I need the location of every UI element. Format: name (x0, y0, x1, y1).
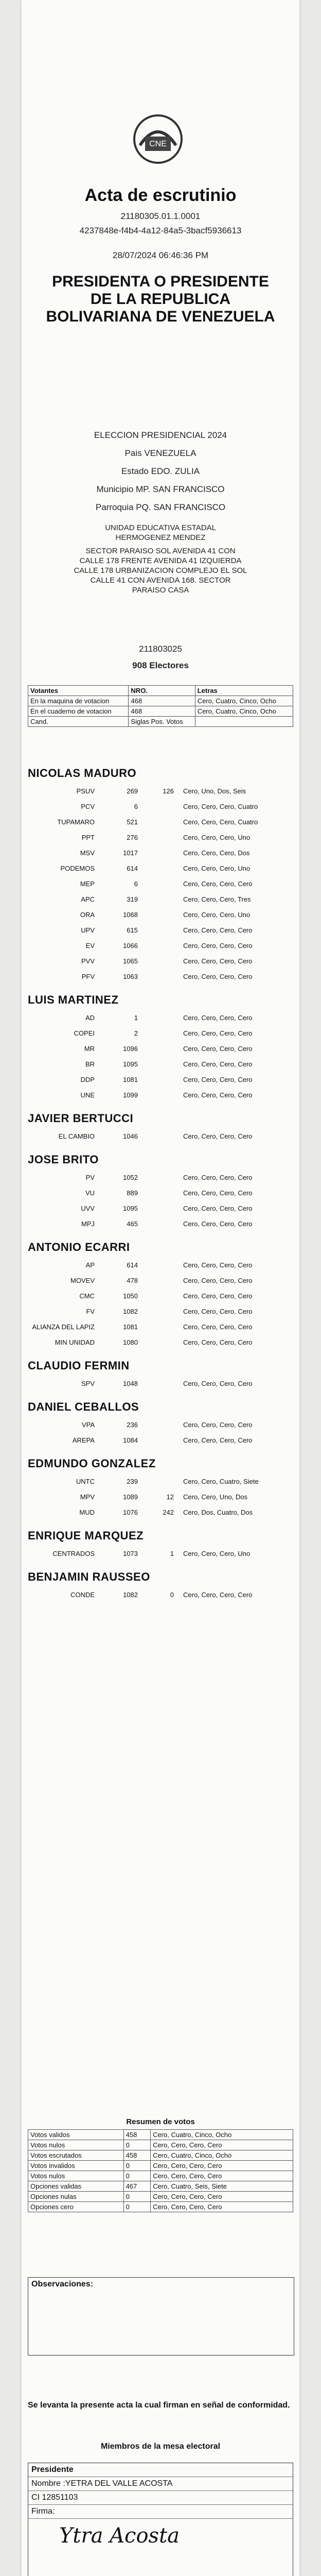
party-acronym: ORA (80, 910, 95, 919)
party-acronym: MUD (79, 1508, 95, 1516)
voters-total: 908 Electores (132, 660, 189, 670)
candidate-name: LUIS MARTINEZ (28, 993, 119, 1006)
party-position: 521 (127, 818, 138, 826)
party-row (28, 876, 293, 891)
party-row (28, 1072, 293, 1087)
party-row (28, 1288, 293, 1303)
party-position: 1084 (123, 1436, 138, 1444)
party-votes-letters: Cero, Cero, Cero, Uno (183, 910, 251, 919)
party-votes-letters: Cero, Cero, Cuatro, Siete (183, 1477, 259, 1485)
party-votes-letters: Cero, Cero, Cero, Cero (183, 1173, 253, 1181)
table-cell: Cero, Cuatro, Cinco, Ocho (151, 2130, 293, 2140)
table-row (28, 2130, 293, 2140)
vote-summary-title: Resumen de votos (126, 2117, 195, 2126)
party-acronym: DDP (80, 1075, 95, 1083)
party-row (28, 907, 293, 922)
acta-datetime: 28/07/2024 06:46:36 PM (112, 250, 209, 260)
party-position: 1080 (123, 1338, 138, 1346)
party-position: 1052 (123, 1173, 138, 1181)
party-position: 1063 (123, 972, 138, 980)
party-position: 615 (127, 926, 138, 934)
party-row (28, 1010, 293, 1025)
party-row (28, 1257, 293, 1273)
signatory-ci: CI 12851103 (28, 2491, 293, 2505)
table-cell: 458 (123, 2130, 150, 2140)
party-row (28, 1489, 293, 1504)
table-row (28, 2181, 293, 2192)
party-row (28, 1185, 293, 1200)
party-position: 1095 (123, 1060, 138, 1068)
party-acronym: FV (86, 1307, 95, 1315)
party-position: 1068 (123, 910, 138, 919)
candidate-results (28, 757, 293, 1602)
candidate-name: CLAUDIO FERMIN (28, 1359, 130, 1372)
table-cell: Cero, Cuatro, Seis, Siete (151, 2181, 293, 2192)
document-title: Acta de escrutinio (84, 185, 237, 205)
party-votes-letters: Cero, Cero, Cero, Cero (183, 1261, 253, 1269)
party-acronym: PCV (81, 802, 95, 810)
party-position: 1 (134, 1013, 138, 1022)
party-acronym: PODEMOS (60, 864, 95, 872)
center-address: SECTOR PARAISO SOL AVENIDA 41 CON CALLE 178 FRENTE AVENIDA 41 IZQUIERDA CALLE 178 URBANIZACION COMPLEJO EL SOL CALLE 41 CON AVENIDA 168. SECTOR PARAISO CASA (74, 547, 247, 595)
party-votes: 0 (170, 1590, 174, 1599)
party-votes-letters: Cero, Cero, Cero, Cero (183, 1338, 253, 1346)
party-acronym: MSV (80, 849, 95, 857)
party-acronym: MPV (80, 1493, 95, 1501)
party-row (28, 799, 293, 814)
party-votes-letters: Cero, Cero, Cero, Cero (183, 1590, 253, 1599)
party-votes-letters: Cero, Cero, Cero, Cero (183, 879, 253, 888)
party-row (28, 1319, 293, 1334)
party-row (28, 1334, 293, 1350)
table-cell: 458 (123, 2150, 150, 2161)
party-row (28, 891, 293, 907)
party-acronym: MPJ (81, 1219, 95, 1228)
table-row: En el cuaderno de votacion 468 Cero, Cuatro, Cinco, Ocho (28, 706, 293, 717)
table-cell: 0 (123, 2192, 150, 2202)
party-row (28, 1041, 293, 1056)
table-cell: Cero, Cuatro, Cinco, Ocho (151, 2150, 293, 2161)
members-title: Miembros de la mesa electoral (100, 2442, 221, 2451)
signature: Ytra Acosta (59, 2524, 180, 2548)
closing-note: Se levanta la presente acta la cual firman en señal de conformidad. (28, 2401, 290, 2410)
party-position: 269 (127, 787, 138, 795)
party-acronym: MR (84, 1044, 95, 1053)
table-row (28, 2150, 293, 2161)
party-position: 465 (127, 1219, 138, 1228)
party-row (28, 1303, 293, 1319)
party-votes-letters: Cero, Cero, Cero, Cero (183, 1060, 253, 1068)
party-votes-letters: Cero, Cero, Uno, Dos (183, 1493, 247, 1501)
observations-label: Observaciones: (31, 2280, 94, 2289)
table-cell: Opciones validas (28, 2181, 124, 2192)
candidate-name: NICOLAS MADURO (28, 767, 137, 779)
party-votes-letters: Cero, Cero, Cero, Cero (183, 1292, 253, 1300)
candidate-name: DANIEL CEBALLOS (28, 1400, 139, 1413)
party-acronym: CMC (79, 1292, 95, 1300)
party-votes-letters: Cero, Cero, Cero, Cero (183, 1029, 253, 1037)
party-acronym: PFV (81, 972, 95, 980)
acta-hash: 4237848e-f4b4-4a12-84a5-3bacf5936613 (79, 226, 242, 235)
party-position: 889 (127, 1189, 138, 1197)
table-row (28, 2171, 293, 2181)
table-cell: Cero, Cero, Cero, Cero (151, 2171, 293, 2181)
table-cell: 0 (123, 2202, 150, 2212)
table-row (28, 2140, 293, 2150)
party-votes: 126 (163, 787, 174, 795)
party-position: 614 (127, 864, 138, 872)
parish: Parroquia PQ. SAN FRANCISCO (95, 502, 226, 512)
party-position: 236 (127, 1420, 138, 1429)
party-acronym: MOVEV (70, 1276, 95, 1284)
party-acronym: MIN UNIDAD (55, 1338, 95, 1346)
party-position: 276 (127, 833, 138, 841)
party-row (28, 1087, 293, 1103)
party-row (28, 1376, 293, 1391)
table-cell: Votos escrutados (28, 2150, 124, 2161)
party-position: 614 (127, 1261, 138, 1269)
party-position: 1048 (123, 1379, 138, 1387)
state: Estado EDO. ZULIA (121, 466, 200, 476)
party-acronym: COPEI (74, 1029, 95, 1037)
party-row (28, 814, 293, 829)
party-votes-letters: Cero, Cero, Cero, Uno (183, 1549, 251, 1557)
candidate-name: JOSE BRITO (28, 1153, 99, 1166)
party-votes-letters: Cero, Cero, Cero, Cuatro (183, 802, 258, 810)
party-acronym: EL CAMBIO (58, 1132, 95, 1140)
party-votes-letters: Cero, Cero, Cero, Cero (183, 1323, 253, 1331)
party-acronym: PPT (81, 833, 95, 841)
party-votes-letters: Cero, Cero, Cero, Cero (183, 1189, 253, 1197)
party-position: 1081 (123, 1323, 138, 1331)
table-cell: Votos validos (28, 2130, 124, 2140)
party-row (28, 829, 293, 845)
candidate-name: JAVIER BERTUCCI (28, 1112, 134, 1125)
party-position: 1065 (123, 957, 138, 965)
table-row (28, 2192, 293, 2202)
party-votes-letters: Cero, Cero, Cero, Cero (183, 1013, 253, 1022)
party-acronym: PV (85, 1173, 95, 1181)
party-acronym: MEP (80, 879, 95, 888)
cne-logo-icon (119, 108, 197, 170)
party-row (28, 1216, 293, 1231)
party-row (28, 969, 293, 984)
country: Pais VENEZUELA (124, 448, 197, 458)
observations-box (28, 2277, 294, 2355)
table-row (28, 2202, 293, 2212)
party-position: 1082 (123, 1307, 138, 1315)
letters-col-header: Letras (195, 686, 293, 696)
party-position: 319 (127, 895, 138, 903)
party-votes-letters: Cero, Cero, Cero, Uno (183, 864, 251, 872)
signatory-role: Presidente (28, 2463, 293, 2477)
table-cell: 0 (123, 2171, 150, 2181)
party-votes-letters: Cero, Cero, Cero, Cero (183, 941, 253, 950)
election-name: ELECCION PRESIDENCIAL 2024 (94, 430, 227, 440)
party-row (28, 1432, 293, 1448)
party-votes-letters: Cero, Uno, Dos, Seis (183, 787, 246, 795)
party-position: 1073 (123, 1549, 138, 1557)
party-acronym: AD (85, 1013, 95, 1022)
signatories (28, 2463, 293, 2576)
party-votes: 242 (163, 1508, 174, 1516)
center-name: UNIDAD EDUCATIVA ESTADAL HERMOGENEZ MENDEZ (105, 523, 216, 542)
party-position: 1066 (123, 941, 138, 950)
party-votes-letters: Cero, Cero, Cero, Cero (183, 1091, 253, 1099)
party-position: 1081 (123, 1075, 138, 1083)
party-row (28, 1504, 293, 1520)
table-cell: 0 (123, 2140, 150, 2150)
signature-label: Firma: (28, 2505, 293, 2519)
party-acronym: CONDE (70, 1590, 95, 1599)
party-votes-letters: Cero, Cero, Cero, Dos (183, 849, 250, 857)
table-cell: Opciones cero (28, 2202, 124, 2212)
table-cell: Cero, Cero, Cero, Cero (151, 2140, 293, 2150)
party-position: 1099 (123, 1091, 138, 1099)
election-heading: PRESIDENTA O PRESIDENTE DE LA REPUBLICA BOLIVARIANA DE VENEZUELA (46, 273, 275, 325)
party-votes-letters: Cero, Cero, Cero, Cero (183, 1044, 253, 1053)
party-votes-letters: Cero, Cero, Cero, Cero (183, 1379, 253, 1387)
party-acronym: UVV (81, 1204, 95, 1212)
table-row (28, 2161, 293, 2171)
party-position: 1050 (123, 1292, 138, 1300)
party-acronym: PVV (81, 957, 95, 965)
party-votes-letters: Cero, Cero, Cero, Cero (183, 1307, 253, 1315)
party-votes-letters: Cero, Cero, Cero, Cero (183, 1219, 253, 1228)
party-row (28, 953, 293, 969)
party-position: 1076 (123, 1508, 138, 1516)
party-acronym: AP (85, 1261, 95, 1269)
party-acronym: UPV (81, 926, 95, 934)
party-position: 1017 (123, 849, 138, 857)
municipality: Municipio MP. SAN FRANCISCO (96, 484, 225, 494)
party-votes: 12 (166, 1493, 174, 1501)
party-votes: 1 (170, 1549, 174, 1557)
party-votes-letters: Cero, Cero, Cero, Cero (183, 1204, 253, 1212)
party-votes-letters: Cero, Cero, Cero, Cero (183, 1276, 253, 1284)
party-row (28, 845, 293, 860)
svg-text:CNE: CNE (149, 140, 167, 148)
candidate-name: ENRIQUE MARQUEZ (28, 1529, 144, 1542)
party-row (28, 1170, 293, 1185)
party-acronym: EV (85, 941, 95, 950)
party-row (28, 1546, 293, 1561)
party-row (28, 860, 293, 876)
party-acronym: AREPA (72, 1436, 95, 1444)
party-acronym: TUPAMARO (57, 818, 95, 826)
vote-summary (28, 2117, 293, 2212)
table-cell: Votos invalidos (28, 2161, 124, 2171)
party-votes-letters: Cero, Cero, Cero, Cero (183, 972, 253, 980)
party-acronym: APC (81, 895, 95, 903)
party-position: 1046 (123, 1132, 138, 1140)
party-votes-letters: Cero, Cero, Cero, Uno (183, 833, 251, 841)
party-votes-letters: Cero, Cero, Cero, Tres (183, 895, 251, 903)
table-cell: Cero, Cero, Cero, Cero (151, 2161, 293, 2171)
party-acronym: BR (85, 1060, 95, 1068)
voters-col-header: Votantes (28, 686, 129, 696)
table-cell: Votos nulos (28, 2171, 124, 2181)
party-position: 2 (134, 1029, 138, 1037)
party-row (28, 1025, 293, 1041)
party-position: 1096 (123, 1044, 138, 1053)
party-row (28, 1473, 293, 1489)
party-acronym: UNE (80, 1091, 95, 1099)
candidate-name: BENJAMIN RAUSSEO (28, 1570, 150, 1583)
party-row (28, 1128, 293, 1144)
party-votes-letters: Cero, Cero, Cero, Cero (183, 1436, 253, 1444)
party-row (28, 1200, 293, 1216)
signatory-name: Nombre :YETRA DEL VALLE ACOSTA (28, 2477, 293, 2491)
party-row (28, 1417, 293, 1432)
party-row (28, 922, 293, 938)
party-votes-letters: Cero, Cero, Cero, Cero (183, 1420, 253, 1429)
party-position: 239 (127, 1477, 138, 1485)
table-row: En la maquina de votacion 468 Cero, Cuatro, Cinco, Ocho (28, 696, 293, 706)
party-row (28, 1273, 293, 1288)
signatory-box (28, 2463, 293, 2576)
table-cell: Cero, Cero, Cero, Cero (151, 2202, 293, 2212)
table-cell: 467 (123, 2181, 150, 2192)
voters-table (28, 685, 293, 727)
candidate-name: ANTONIO ECARRI (28, 1241, 130, 1253)
party-position: 1082 (123, 1590, 138, 1599)
party-position: 1089 (123, 1493, 138, 1501)
party-votes-letters: Cero, Cero, Cero, Cero (183, 1132, 253, 1140)
party-row (28, 938, 293, 953)
party-row (28, 1587, 293, 1602)
table-cell: Votos nulos (28, 2140, 124, 2150)
table-cell: 0 (123, 2161, 150, 2171)
candidate-name: EDMUNDO GONZALEZ (28, 1457, 156, 1470)
party-acronym: UNTC (76, 1477, 95, 1485)
table-row: Cand. Siglas Pos. Votos (28, 717, 293, 727)
party-position: 6 (134, 802, 138, 810)
party-position: 6 (134, 879, 138, 888)
party-position: 478 (127, 1276, 138, 1284)
receipt (22, 0, 299, 2576)
party-acronym: VPA (81, 1420, 95, 1429)
party-acronym: VU (85, 1189, 95, 1197)
party-votes-letters: Cero, Cero, Cero, Cero (183, 957, 253, 965)
number-col-header: NRO. (129, 686, 195, 696)
party-votes-letters: Cero, Dos, Cuatro, Dos (183, 1508, 253, 1516)
party-acronym: SPV (81, 1379, 95, 1387)
party-acronym: PSUV (76, 787, 95, 795)
party-votes-letters: Cero, Cero, Cero, Cero (183, 926, 253, 934)
party-votes-letters: Cero, Cero, Cero, Cero (183, 1075, 253, 1083)
party-row (28, 1056, 293, 1072)
party-acronym: ALIANZA DEL LAPIZ (32, 1323, 95, 1331)
party-position: 1095 (123, 1204, 138, 1212)
party-acronym: CENTRADOS (52, 1549, 95, 1557)
acta-id: 21180305.01.1.0001 (120, 211, 201, 221)
party-row (28, 783, 293, 799)
table-cell: Opciones nulas (28, 2192, 124, 2202)
table-cell: Cero, Cero, Cero, Cero (151, 2192, 293, 2202)
center-code: 211803025 (139, 644, 182, 654)
party-votes-letters: Cero, Cero, Cero, Cuatro (183, 818, 258, 826)
